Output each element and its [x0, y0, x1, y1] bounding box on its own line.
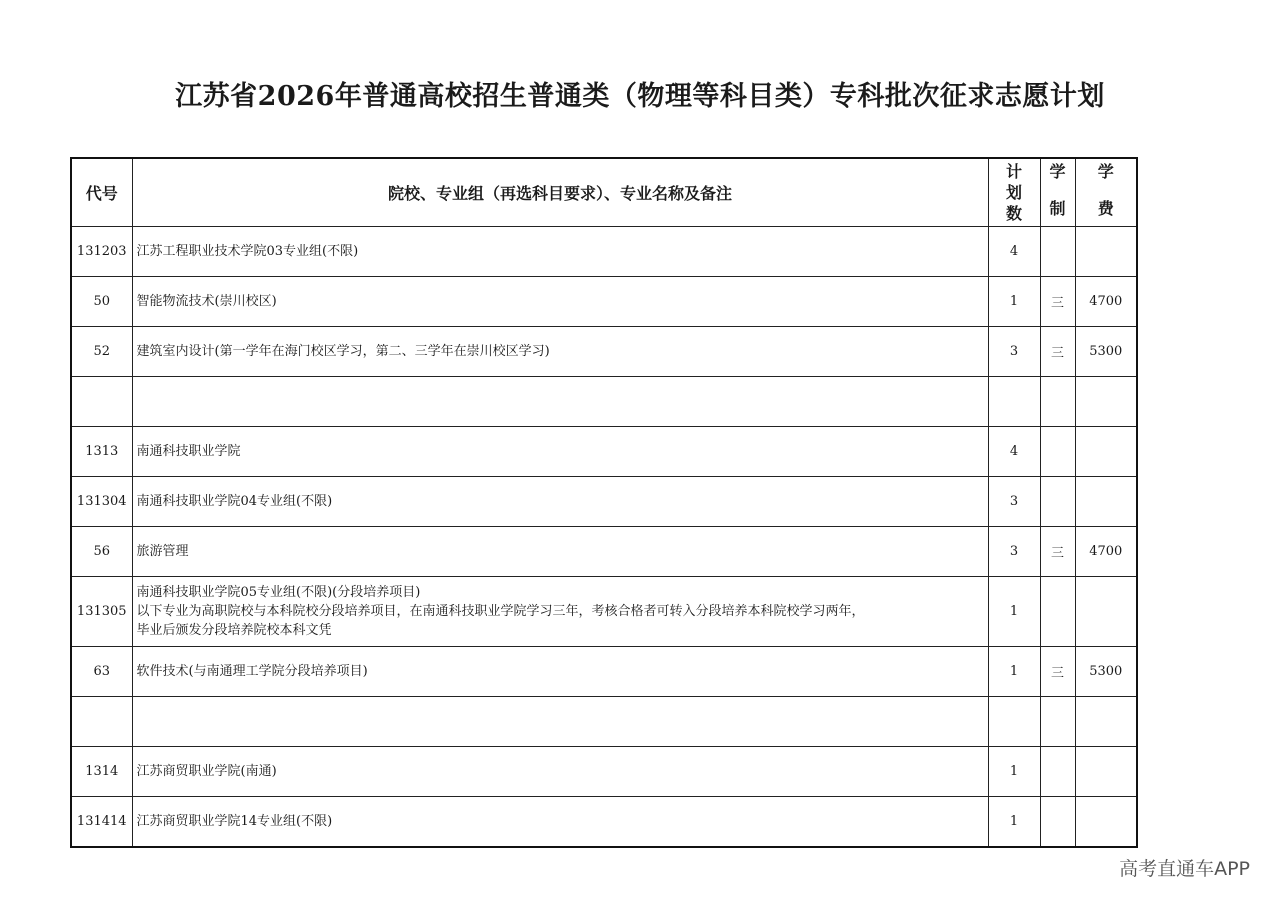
watermark-text: 高考直通车APP — [1119, 858, 1250, 880]
row-duration: 三 — [1040, 647, 1075, 697]
row-code: 131203 — [71, 227, 132, 277]
row-duration: 三 — [1040, 277, 1075, 327]
table-row — [71, 527, 1137, 577]
row-code: 56 — [71, 527, 132, 577]
header-plan-char: 数 — [1005, 204, 1022, 223]
row-fee — [1075, 797, 1137, 848]
row-name-line: 以下专业为高职院校与本科院校分段培养项目，在南通科技职业学院学习三年，考核合格者可转入分段培养本科院校学习两年， — [136, 604, 865, 619]
row-name — [132, 427, 988, 477]
row-code: 131304 — [71, 477, 132, 527]
row-code: 52 — [71, 327, 132, 377]
header-code: 代号 — [71, 158, 132, 227]
header-fee-char: 费 — [1097, 199, 1114, 218]
row-name-line: 江苏商贸职业学院14专业组(不限) — [136, 814, 333, 829]
enrollment-plan-table — [70, 157, 1138, 848]
row-duration — [1040, 227, 1075, 277]
table-row — [71, 797, 1137, 848]
table-row — [71, 747, 1137, 797]
row-fee: 4700 — [1075, 527, 1137, 577]
table-row — [71, 477, 1137, 527]
row-plan-count: 4 — [988, 427, 1040, 477]
row-duration — [1040, 377, 1075, 427]
row-name-line: 南通科技职业学院05专业组(不限)(分段培养项目) — [136, 585, 421, 600]
row-name — [132, 647, 988, 697]
row-duration — [1040, 477, 1075, 527]
row-plan-count: 4 — [988, 227, 1040, 277]
row-code: 131414 — [71, 797, 132, 848]
row-plan-count: 1 — [988, 647, 1040, 697]
table-body — [71, 227, 1137, 848]
header-plan-char: 划 — [1005, 183, 1022, 202]
row-name — [132, 697, 988, 747]
row-plan-count: 1 — [988, 577, 1040, 647]
row-fee — [1075, 697, 1137, 747]
table-row — [71, 427, 1137, 477]
table-row — [71, 697, 1137, 747]
table-row — [71, 227, 1137, 277]
row-name — [132, 277, 988, 327]
row-plan-count — [988, 697, 1040, 747]
row-fee: 5300 — [1075, 647, 1137, 697]
table-row — [71, 377, 1137, 427]
row-duration: 三 — [1040, 527, 1075, 577]
row-fee — [1075, 377, 1137, 427]
row-fee: 4700 — [1075, 277, 1137, 327]
row-fee — [1075, 427, 1137, 477]
row-fee: 5300 — [1075, 327, 1137, 377]
row-fee — [1075, 227, 1137, 277]
row-code: 63 — [71, 647, 132, 697]
row-fee — [1075, 747, 1137, 797]
row-plan-count: 3 — [988, 477, 1040, 527]
table-header-row — [71, 158, 1137, 227]
row-duration — [1040, 697, 1075, 747]
row-name — [132, 797, 988, 848]
header-duration — [1040, 158, 1075, 227]
row-plan-count: 1 — [988, 277, 1040, 327]
row-name — [132, 327, 988, 377]
row-fee — [1075, 577, 1137, 647]
row-duration — [1040, 797, 1075, 848]
row-code: 50 — [71, 277, 132, 327]
header-plan-count — [988, 158, 1040, 227]
row-code — [71, 697, 132, 747]
row-duration: 三 — [1040, 327, 1075, 377]
row-code: 131305 — [71, 577, 132, 647]
row-name — [132, 527, 988, 577]
row-code — [71, 377, 132, 427]
row-name-line: 软件技术(与南通理工学院分段培养项目) — [136, 664, 368, 679]
row-name-line: 南通科技职业学院04专业组(不限) — [136, 494, 333, 509]
row-name-line: 毕业后颁发分段培养院校本科文凭 — [136, 623, 332, 638]
header-duration-char: 制 — [1049, 199, 1066, 218]
header-fee-char: 学 — [1097, 162, 1114, 181]
table-row — [71, 327, 1137, 377]
row-name — [132, 477, 988, 527]
row-duration — [1040, 427, 1075, 477]
row-fee — [1075, 477, 1137, 527]
row-code: 1314 — [71, 747, 132, 797]
page-title: 江苏省2026年普通高校招生普通类（物理等科目类）专科批次征求志愿计划 — [175, 81, 1105, 112]
row-name-line: 南通科技职业学院 — [136, 444, 241, 459]
row-plan-count: 1 — [988, 797, 1040, 848]
table-row — [71, 577, 1137, 647]
row-name-line: 江苏工程职业技术学院03专业组(不限) — [136, 244, 359, 259]
row-plan-count: 1 — [988, 747, 1040, 797]
row-name-line: 江苏商贸职业学院(南通) — [136, 764, 277, 779]
row-name — [132, 377, 988, 427]
row-plan-count — [988, 377, 1040, 427]
table-row — [71, 277, 1137, 327]
row-name-line: 建筑室内设计(第一学年在海门校区学习，第二、三学年在崇川校区学习) — [136, 344, 550, 359]
header-fee — [1075, 158, 1137, 227]
row-name-line: 智能物流技术(崇川校区) — [136, 294, 277, 309]
header-plan-char: 计 — [1005, 162, 1022, 181]
header-name: 院校、专业组（再选科目要求）、专业名称及备注 — [132, 158, 988, 227]
row-duration — [1040, 747, 1075, 797]
row-code: 1313 — [71, 427, 132, 477]
row-plan-count: 3 — [988, 527, 1040, 577]
row-name — [132, 227, 988, 277]
header-duration-char: 学 — [1049, 162, 1066, 181]
row-name — [132, 577, 988, 647]
table-row — [71, 647, 1137, 697]
row-name-line: 旅游管理 — [136, 544, 189, 559]
row-duration — [1040, 577, 1075, 647]
row-plan-count: 3 — [988, 327, 1040, 377]
row-name — [132, 747, 988, 797]
